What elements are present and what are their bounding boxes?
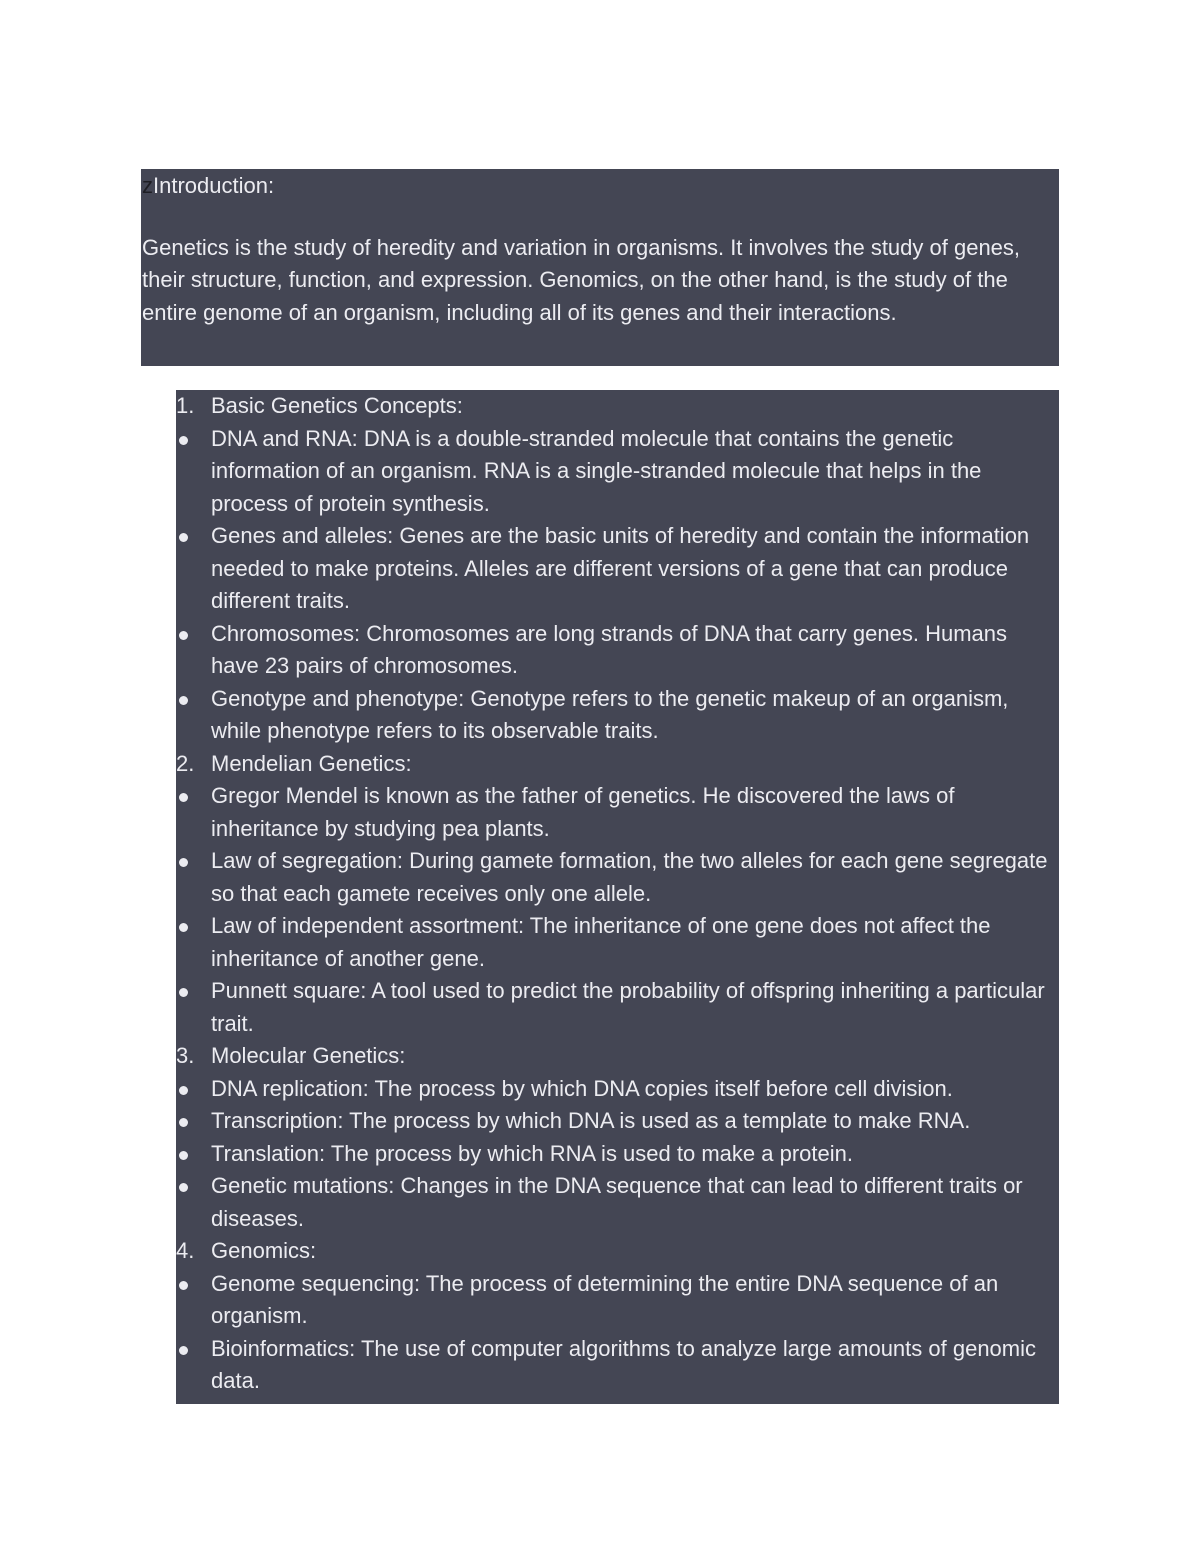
intro-heading: Introduction: — [153, 173, 275, 198]
list-item-text: Law of segregation: During gamete formation, the two alleles for each gene segregate so that each gamete receives only one allele. — [211, 848, 1048, 906]
list-item-text: Gregor Mendel is known as the father of genetics. He discovered the laws of inheritance by studying pea plants. — [211, 783, 955, 841]
bullet-icon — [179, 923, 188, 932]
bullet-icon — [179, 1151, 188, 1160]
list-item-text: Genome sequencing: The process of determining the entire DNA sequence of an organism. — [211, 1270, 999, 1328]
list-item-text: DNA replication: The process by which DNA copies itself before cell division. — [211, 1075, 953, 1101]
section-title: Basic Genetics Concepts: — [211, 393, 463, 418]
bullet-icon — [179, 696, 188, 705]
list-item — [176, 780, 1059, 845]
list-item-text: Punnett square: A tool used to predict the probability of offspring inheriting a particular trait. — [211, 978, 1045, 1036]
list-item-text: DNA and RNA: DNA is a double-stranded molecule that contains the genetic information of an organism. RNA is a single-stranded molecule that helps in the process of protein synthesis. — [211, 425, 982, 516]
bullet-icon — [179, 858, 188, 867]
intro-heading-line — [142, 170, 1059, 203]
list-item-text: Translation: The process by which RNA is used to make a protein. — [211, 1140, 853, 1166]
intro-block — [141, 169, 1059, 366]
section-number: 2. — [176, 750, 195, 776]
bullet-icon — [179, 1346, 188, 1355]
bullet-icon — [179, 533, 188, 542]
bullet-icon — [179, 436, 188, 445]
bullet-icon — [179, 988, 188, 997]
bullet-icon — [179, 1118, 188, 1127]
section-heading — [176, 1040, 1059, 1073]
bullet-icon — [179, 793, 188, 802]
intro-spacer — [142, 203, 1059, 232]
list-item-text: Transcription: The process by which DNA is used as a template to make RNA. — [211, 1108, 971, 1133]
section-number: 4. — [176, 1238, 195, 1263]
section-heading — [176, 748, 1059, 781]
list-item — [176, 683, 1059, 748]
list-item-text: Genes and alleles: Genes are the basic units of heredity and contain the information needed to make proteins. Alleles are different versions of a gene that can produce different traits. — [211, 523, 1030, 613]
section-heading — [176, 1235, 1059, 1268]
list-item — [176, 975, 1059, 1040]
list-item — [176, 910, 1059, 975]
list-item-text: Bioinformatics: The use of computer algorithms to analyze large amounts of genomic data. — [211, 1335, 1036, 1393]
section-title: Genomics: — [211, 1238, 317, 1263]
list-item-text: Genetic mutations: Changes in the DNA sequence that can lead to different traits or diseases. — [211, 1173, 1023, 1231]
section-number: 3. — [176, 1043, 195, 1068]
list-item — [176, 1170, 1059, 1235]
list-item — [176, 1268, 1059, 1333]
bullet-icon — [179, 1086, 188, 1095]
list-item — [176, 1138, 1059, 1171]
list-item — [176, 845, 1059, 910]
list-item — [176, 1105, 1059, 1138]
list-item-text: Law of independent assortment: The inheritance of one gene does not affect the inheritance of another gene. — [211, 913, 991, 971]
section-number: 1. — [176, 393, 195, 418]
list-item-text: Chromosomes: Chromosomes are long strands of DNA that carry genes. Humans have 23 pairs of chromosomes. — [211, 620, 1007, 678]
intro-prefix: z — [142, 173, 153, 198]
intro-paragraph: Genetics is the study of heredity and variation in organisms. It involves the study of genes, their structure, function, and expression. Genomics, on the other hand, is the study of the entire genome of an organism, including all of its genes and their interactions. — [142, 234, 1021, 325]
list-item — [176, 520, 1059, 618]
outline-list — [176, 390, 1059, 1404]
bullet-icon — [179, 1183, 188, 1192]
list-item-text: Genotype and phenotype: Genotype refers to the genetic makeup of an organism, while phenotype refers to its observable traits. — [211, 685, 1009, 743]
section-heading — [176, 390, 1059, 423]
section-title: Molecular Genetics: — [211, 1043, 406, 1068]
section-title: Mendelian Genetics: — [211, 750, 412, 776]
bullet-icon — [179, 1281, 188, 1290]
list-item — [176, 1073, 1059, 1106]
list-item — [176, 618, 1059, 683]
bullet-icon — [179, 631, 188, 640]
list-item — [176, 1333, 1059, 1398]
list-item — [176, 423, 1059, 521]
